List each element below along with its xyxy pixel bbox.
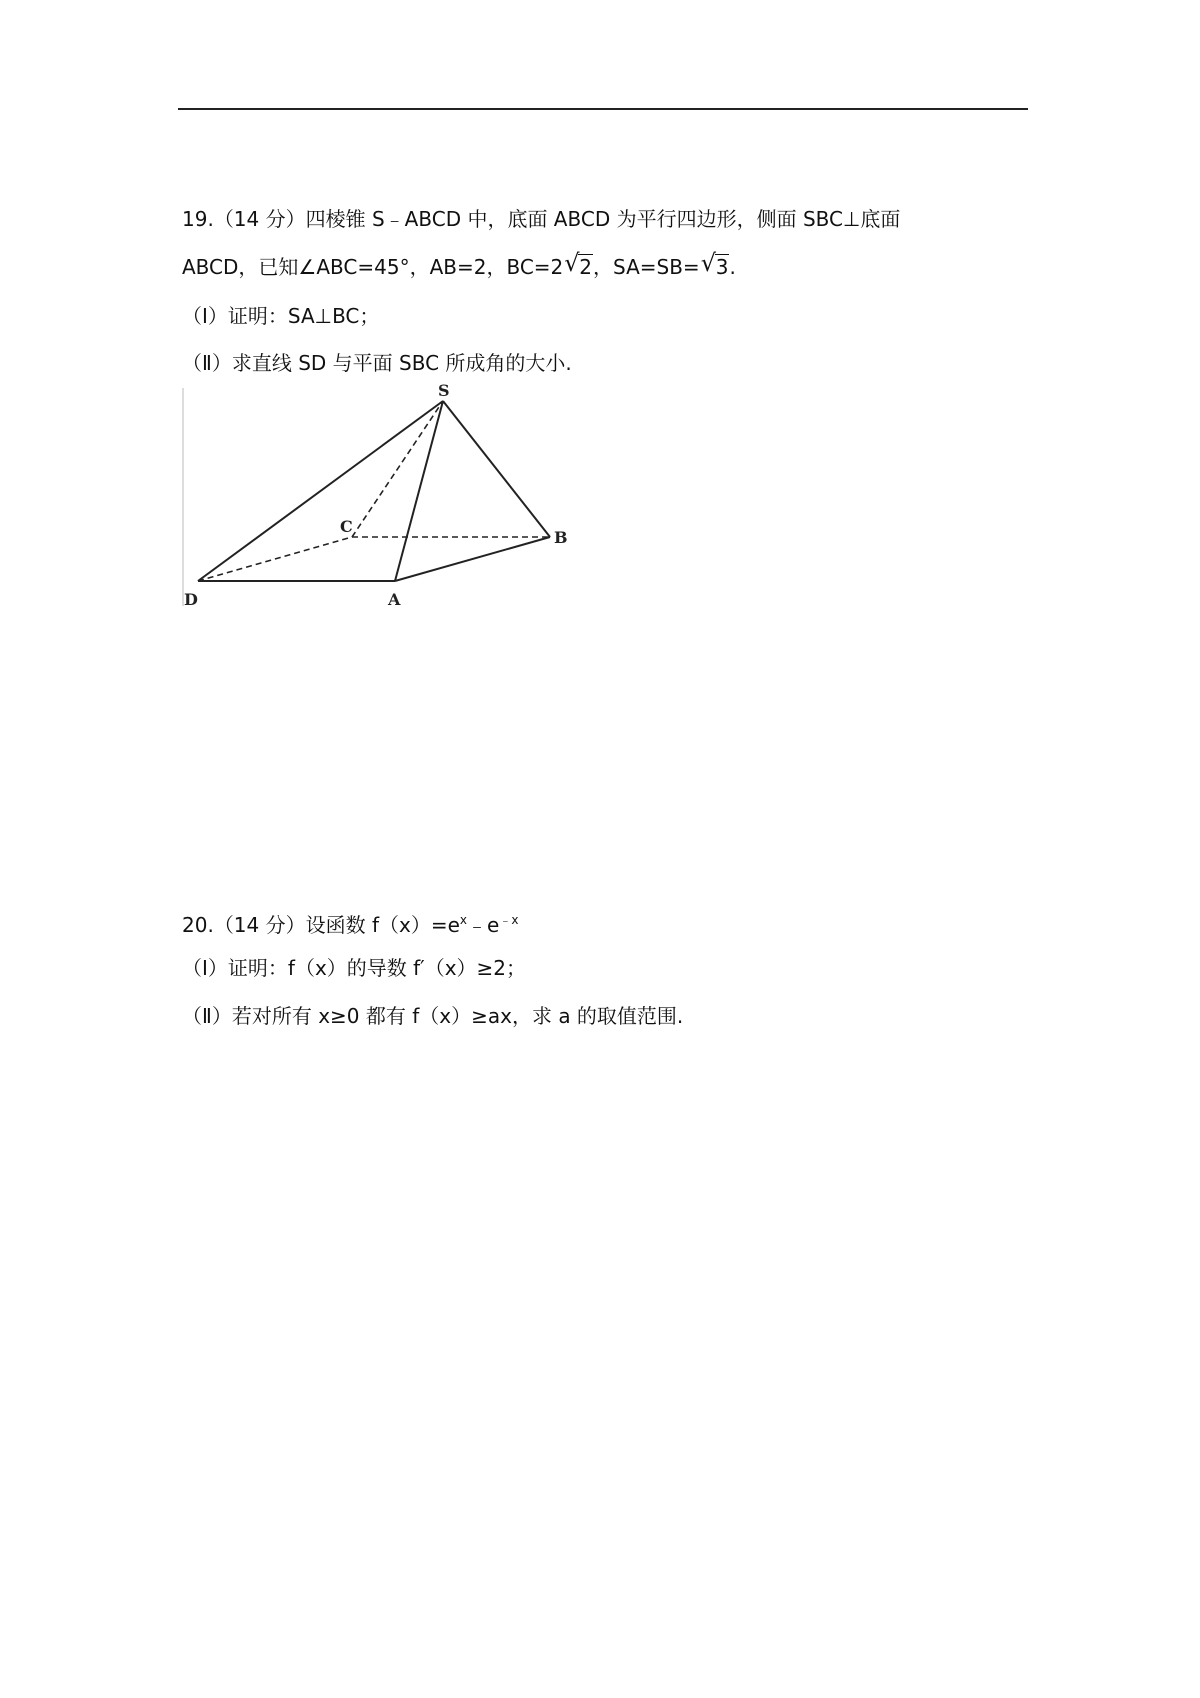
problem-19-stem-line-2c: . <box>729 255 736 279</box>
vertex-C-label: C <box>340 517 353 536</box>
problem-19-part-1: （Ⅰ）证明：SA⊥BC； <box>182 304 380 328</box>
problem-19-number: 19. <box>182 207 214 231</box>
problem-20-stem-b: ﹣e <box>467 913 500 937</box>
vertex-A-label: A <box>388 590 401 609</box>
problem-20-line-1 <box>182 906 518 939</box>
vertex-S-label: S <box>438 384 450 400</box>
problem-20-part-2: （Ⅱ）若对所有 x≥0 都有 f（x）≥ax，求 a 的取值范围. <box>182 1004 684 1028</box>
pyramid-figure <box>180 384 580 614</box>
pyramid-diagram <box>180 384 580 614</box>
problem-19-line-1 <box>182 205 900 233</box>
edge-SA <box>395 401 443 581</box>
problem-20-exponent-2: ﹣x <box>499 913 519 927</box>
problem-20-score: （14 分） <box>213 913 306 937</box>
problem-20-stem-a: 设函数 f（x）=e <box>305 913 460 937</box>
problem-20-part-1: （Ⅰ）证明：f（x）的导数 f′（x）≥2； <box>182 956 527 980</box>
edge-SB <box>443 401 550 537</box>
problem-19-score: （14 分） <box>213 207 306 231</box>
problem-20-number: 20. <box>182 913 214 937</box>
sqrt-3 <box>700 249 730 281</box>
edge-DC <box>198 537 352 581</box>
problem-20-exponent-1: x <box>459 913 468 927</box>
sqrt-2-value: 2 <box>579 255 593 279</box>
radical-sign-icon: √ <box>564 249 580 277</box>
vertex-B-label: B <box>554 528 568 547</box>
sqrt-3-value: 3 <box>715 255 729 279</box>
header-rule <box>178 108 1028 110</box>
radical-sign-icon: √ <box>700 249 716 277</box>
sqrt-2 <box>564 249 593 281</box>
problem-19-stem-line-2a: ABCD，已知∠ABC=45°，AB=2，BC=2 <box>182 255 564 279</box>
edge-AB <box>395 537 550 581</box>
problem-19-part-2: （Ⅱ）求直线 SD 与平面 SBC 所成角的大小. <box>182 351 572 375</box>
problem-19-stem-line-1: 四棱锥 S﹣ABCD 中，底面 ABCD 为平行四边形，侧面 SBC⊥底面 <box>305 207 901 231</box>
vertex-D-label: D <box>184 590 198 609</box>
problem-19-line-2 <box>182 249 736 281</box>
edge-SC <box>352 401 443 537</box>
edge-SD <box>198 401 443 581</box>
problem-19-stem-line-2b: ，SA=SB= <box>593 255 700 279</box>
